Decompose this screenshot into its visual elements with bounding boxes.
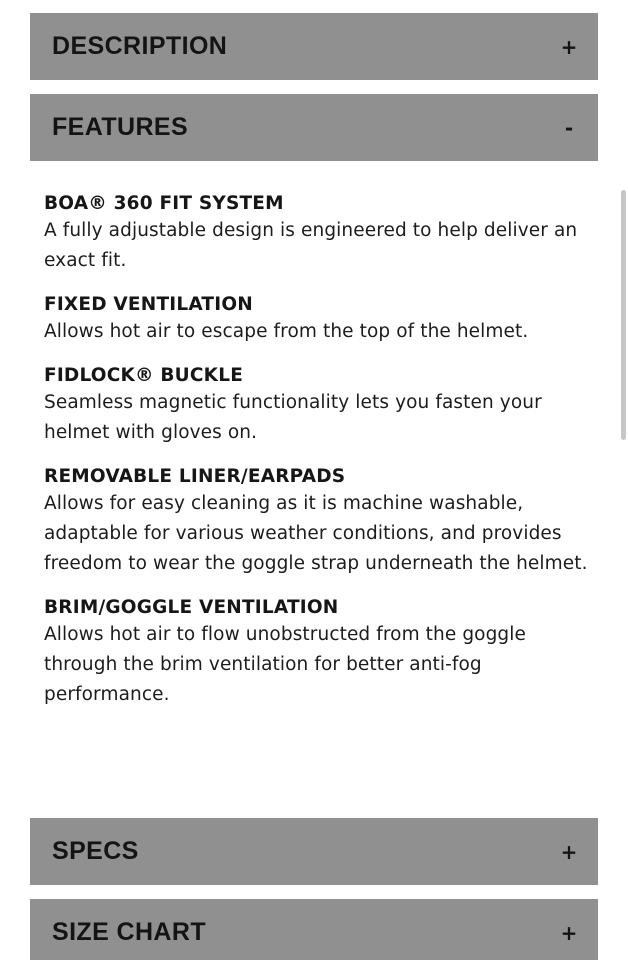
feature-item [44, 364, 589, 448]
feature-description: Seamless magnetic functionality lets you fasten your helmet with gloves on. [44, 392, 542, 443]
feature-title: FIXED VENTILATION [44, 294, 253, 315]
scrollbar[interactable] [621, 190, 626, 440]
feature-description: Allows hot air to escape from the top of the helmet. [44, 321, 529, 342]
features-panel [44, 192, 589, 727]
accordion-title-specs: SPECS [52, 837, 139, 865]
accordion-specs-header[interactable] [30, 818, 598, 885]
feature-title: FIDLOCK® BUCKLE [44, 365, 244, 386]
feature-description: Allows hot air to flow unobstructed from the goggle through the brim ventilation for better anti-fog performance. [44, 624, 526, 705]
feature-title: BOA® 360 FIT SYSTEM [44, 193, 284, 214]
feature-item [44, 465, 589, 579]
accordion-description-header[interactable] [30, 13, 598, 80]
feature-description: Allows for easy cleaning as it is machine washable, adaptable for various weather conditions, and provides freedom to wear the goggle strap underneath the helmet. [44, 493, 588, 574]
plus-icon[interactable]: + [560, 839, 578, 864]
feature-title: REMOVABLE LINER/EARPADS [44, 466, 346, 487]
feature-title: BRIM/GOGGLE VENTILATION [44, 597, 339, 618]
accordion-title-description: DESCRIPTION [52, 32, 228, 60]
accordion-features-header[interactable] [30, 94, 598, 161]
scrollbar-thumb[interactable] [621, 190, 626, 440]
plus-icon[interactable]: + [560, 34, 578, 59]
accordion-title-features: FEATURES [52, 113, 189, 141]
feature-item [44, 596, 589, 710]
accordion-title-size-chart: SIZE CHART [52, 918, 206, 946]
feature-description: A fully adjustable design is engineered to help deliver an exact fit. [44, 220, 578, 271]
feature-item [44, 293, 589, 347]
plus-icon[interactable]: + [560, 920, 578, 945]
accordion-size-chart-header[interactable] [30, 899, 598, 960]
minus-icon[interactable]: - [564, 115, 574, 140]
feature-item [44, 192, 589, 276]
